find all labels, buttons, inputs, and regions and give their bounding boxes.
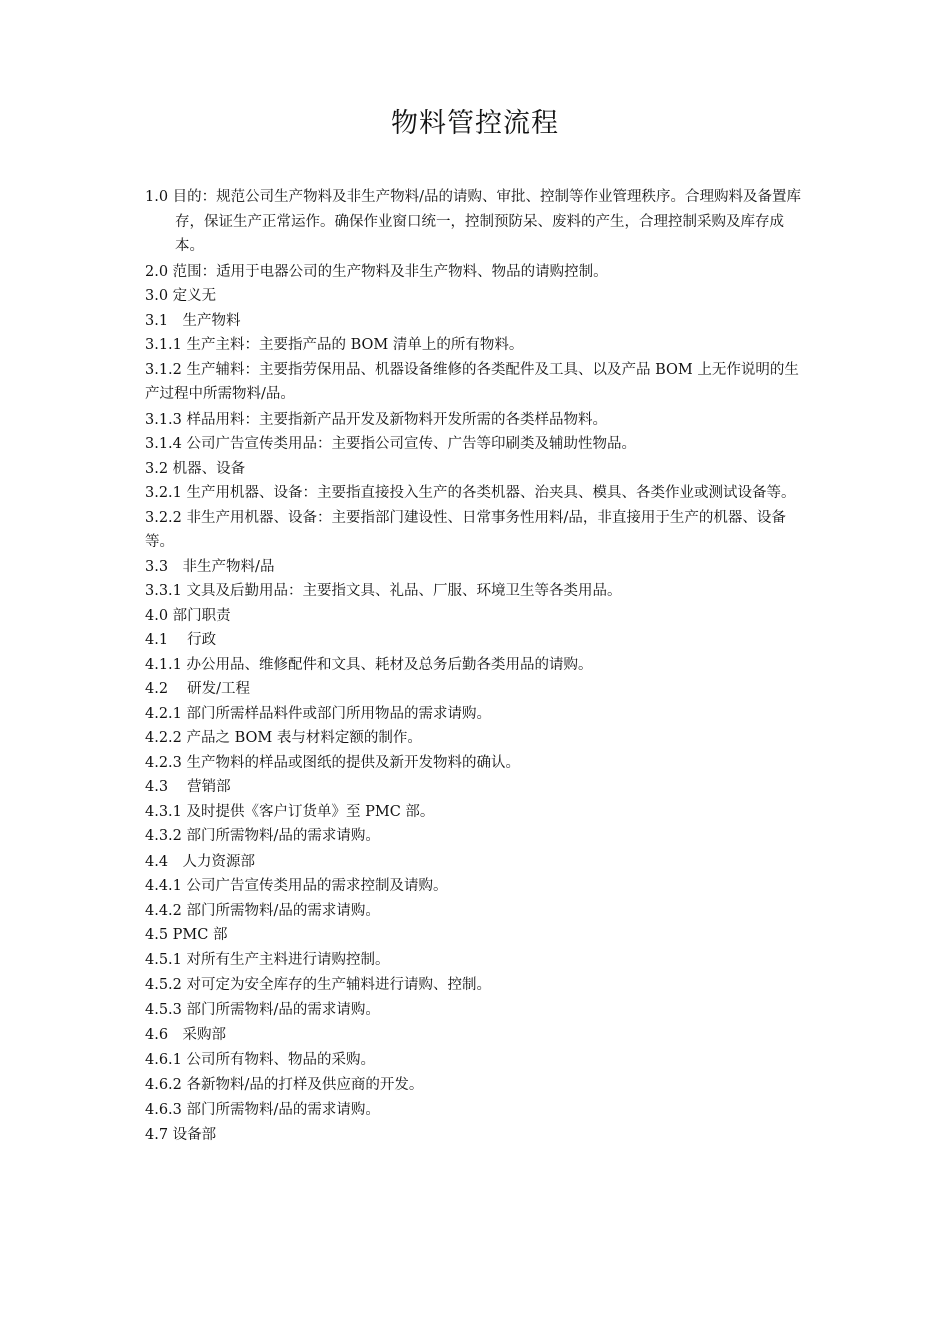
paragraph-3-2: 3.2 机器、设备 <box>145 460 246 477</box>
paragraph-4-0: 4.0 部门职责 <box>145 607 231 624</box>
paragraph-3-3-1: 3.3.1 文具及后勤用品：主要指文具、礼品、厂服、环境卫生等各类用品。 <box>145 583 622 599</box>
paragraph-scope: 2.0 范围：适用于电器公司的生产物料及非生产物料、物品的请购控制。 <box>145 263 608 280</box>
page-title: 物料管控流程 <box>391 108 559 139</box>
document-body <box>145 185 810 1148</box>
paragraph-4-5-2: 4.5.2 对可定为安全库存的生产辅料进行请购、控制。 <box>145 977 492 993</box>
paragraph-3-1-4: 3.1.4 公司广告宣传类用品：主要指公司宣传、广告等印刷类及辅助性物品。 <box>145 436 637 452</box>
paragraph-3-1: 3.1 生产物料 <box>145 312 241 329</box>
paragraph-4-7: 4.7 设备部 <box>145 1127 217 1143</box>
paragraph-3-2-2: 3.2.2 非生产用机器、设备：主要指部门建设性、日常事务性用料/品，非直接用于生产的机器、设备等。 <box>145 509 786 550</box>
paragraph-definition: 3.0 定义无 <box>145 288 217 304</box>
paragraph-3-1-1: 3.1.1 生产主料：主要指产品的 BOM 清单上的所有物料。 <box>145 337 524 353</box>
paragraph-3-1-2: 3.1.2 生产辅料：主要指劳保用品、机器设备维修的各类配件及工具、以及产品 BOM 上无作说明的生产过程中所需物料/品。 <box>145 361 799 402</box>
paragraph-3-2-1: 3.2.1 生产用机器、设备：主要指直接投入生产的各类机器、治夹具、模具、各类作业或测试设备等。 <box>145 485 796 501</box>
paragraph-4-2-1: 4.2.1 部门所需样品料件或部门所用物品的需求请购。 <box>145 705 492 722</box>
paragraph-4-6: 4.6 采购部 <box>145 1027 227 1043</box>
paragraph-4-3-1: 4.3.1 及时提供《客户订货单》至 PMC 部。 <box>145 803 435 820</box>
paragraph-4-3-2: 4.3.2 部门所需物料/品的需求请购。 <box>145 828 380 844</box>
paragraph-4-2-2: 4.2.2 产品之 BOM 表与材料定额的制作。 <box>145 730 422 746</box>
paragraph-4-2: 4.2 研发/工程 <box>145 681 251 697</box>
paragraph-4-2-3: 4.2.3 生产物料的样品或图纸的提供及新开发物料的确认。 <box>145 754 521 771</box>
paragraph-4-4: 4.4 人力资源部 <box>145 853 256 870</box>
paragraph-4-4-1: 4.4.1 公司广告宣传类用品的需求控制及请购。 <box>145 878 448 894</box>
paragraph-4-5: 4.5 PMC 部 <box>145 927 228 943</box>
paragraph-4-4-2: 4.4.2 部门所需物料/品的需求请购。 <box>145 902 380 919</box>
paragraph-4-1-1: 4.1.1 办公用品、维修配件和文具、耗材及总务后勤各类用品的请购。 <box>145 656 593 673</box>
paragraph-3-3: 3.3 非生产物料/品 <box>145 558 275 575</box>
paragraph-purpose: 1.0 目的：规范公司生产物料及非生产物料/品的请购、审批、控制等作业管理秩序。合理购料及备置库存，保证生产正常运作。确保作业窗口统一，控制预防呆、废料的产生，合理控制采购及库存成本。 <box>145 189 802 254</box>
paragraph-4-5-3: 4.5.3 部门所需物料/品的需求请购。 <box>145 1001 380 1018</box>
paragraph-4-6-1: 4.6.1 公司所有物料、物品的采购。 <box>145 1051 376 1068</box>
paragraph-4-3: 4.3 营销部 <box>145 779 231 795</box>
paragraph-4-1: 4.1 行政 <box>145 632 217 648</box>
paragraph-4-6-3: 4.6.3 部门所需物料/品的需求请购。 <box>145 1101 380 1118</box>
paragraph-3-1-3: 3.1.3 样品用料：主要指新产品开发及新物料开发所需的各类样品物料。 <box>145 411 608 428</box>
paragraph-4-6-2: 4.6.2 各新物料/品的打样及供应商的开发。 <box>145 1077 424 1093</box>
paragraph-4-5-1: 4.5.1 对所有生产主料进行请购控制。 <box>145 951 390 968</box>
